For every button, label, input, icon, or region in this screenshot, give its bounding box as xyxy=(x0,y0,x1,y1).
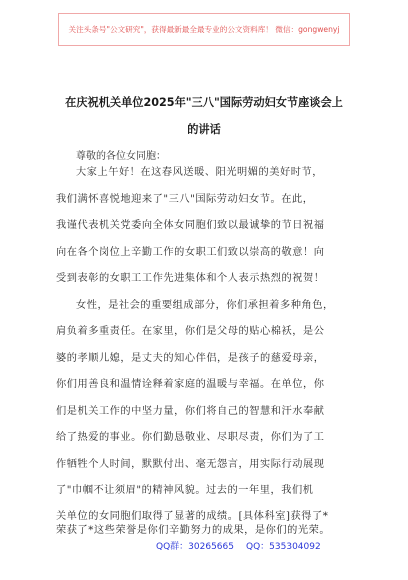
header-banner-text: 关注头条号"公文研究"，获得最新最全最专业的公文资料库！ 微信：gongwenyj xyxy=(68,25,340,34)
footer-qq-contact: QQ：535304092 xyxy=(246,542,321,552)
salutation: 尊敬的各位女同胞： xyxy=(76,151,166,162)
body-line: 你们用善良和温情诠释着家庭的温暖与幸福。在单位，你 xyxy=(56,379,325,390)
body-line: 女性，是社会的重要组成部分，你们承担着多种角色， xyxy=(76,300,334,311)
body-line: 受到表彰的女职工工作先进集体和个人表示热烈的祝贺！ xyxy=(56,273,325,284)
body-line: 肩负着多重责任。在家里，你们是父母的贴心棉袄，是公 xyxy=(56,326,325,337)
document-title-line-1: 在庆祝机关单位2025年"三八"国际劳动妇女节座谈会上 xyxy=(65,96,343,109)
body-line: 荣获了*这些荣誉是你们辛勤努力的成果，是你们的光荣。 xyxy=(56,525,331,536)
body-line: 我谨代表机关党委向全体女同胞们致以最诚挚的节日祝福 xyxy=(56,220,325,231)
body-line: 们是机关工作的中坚力量，你们将自己的智慧和汗水奉献 xyxy=(56,406,325,417)
header-banner xyxy=(58,13,350,46)
document-title-line-2: 的讲话 xyxy=(187,123,221,136)
body-line: 给了热爱的事业。你们勤恳敬业、尽职尽责，你们为了工 xyxy=(56,432,325,443)
body-line: 大家上午好！在这春风送暖、阳光明媚的美好时节， xyxy=(76,167,323,178)
body-line: 我们满怀喜悦地迎来了"三八"国际劳动妇女节。在此， xyxy=(56,194,314,205)
body-line: 婆的孝顺儿媳，是丈夫的知心伴侣，是孩子的慈爱母亲， xyxy=(56,353,325,364)
body-line: 关单位的女同胞们取得了显著的成绩。[具体科室]获得了* xyxy=(56,511,329,522)
body-line: 了"巾帼不让须眉"的精神风貌。过去的一年里，我们机 xyxy=(56,485,314,496)
body-line: 向在各个岗位上辛勤工作的女职工们致以崇高的敬意！向 xyxy=(56,247,325,258)
body-line: 作牺牲个人时间，默默付出、毫无怨言，用实际行动展现 xyxy=(56,459,325,470)
footer-qq-group: QQ群：30265665 xyxy=(156,542,234,552)
